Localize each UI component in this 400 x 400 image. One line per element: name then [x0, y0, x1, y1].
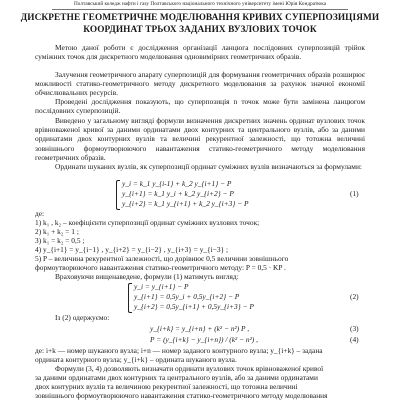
equation-2-line-2: y_{i+1} = 0,5y_i + 0,5y_{i+2} − P — [134, 292, 240, 301]
equation-1-line-2: y_{i+1} = k_1 y_i + k_2 y_{i+2} − P — [122, 189, 234, 198]
equation-3-number: (3) — [350, 324, 359, 333]
paragraph-finding: Проведені дослідження показують, що суперпозиція n точок може бути замінена ланцюгом послідовних суперпозицій. — [35, 97, 365, 116]
equation-1-brace — [116, 180, 120, 210]
equation-2-brace — [128, 283, 132, 313]
title-line-2: КООРДИНАТ ТРЬОХ ЗАДАНИХ ВУЗЛОВИХ ТОЧОК — [83, 25, 317, 36]
list-item-3: 3) k₁ = k₂ = 0,5 ; — [35, 236, 85, 245]
equation-2-line-3: y_{i+2} = 0,5y_{i+1} + 0,5y_{i+3} − P — [134, 302, 254, 311]
equation-4: P = (y_{i+k} − y_{i+n}) / (k² − n²) , — [150, 335, 258, 344]
list-item-1: 1) k₁ , k₂ – коефіцієнти суперпозиції ординат суміжних вузлових точок; — [35, 218, 260, 227]
text-definitions-1: де: i+k — номер шуканого вузла; i+n — номер заданого контурного вузла; y_{i+k} – задана — [35, 346, 323, 355]
paragraph-derivation: Виведено у загальному вигляді формули визначення дискретних значень ординат вузлових точок врівноваженої кривої за даними ординатами двох контурних та центрального вузлів, або за даними ординатами двох контурних вузлів та величині рекурентної залежності, що тотожна величині зовнішнього формоутворюючого навантаження статико-геометричного методу моделювання геометричних образів. — [35, 116, 365, 162]
text-conclusion-3: двох контурних вузлів та величиною рекурентної залежності, що тотожна величині — [35, 382, 298, 391]
text-conclusion-1: Формули (3, 4) дозволяють визначати ординати вузлових точок врівноваженої кривої — [55, 364, 324, 373]
equation-2-line-1: y_i = y_{i+1} − P — [134, 282, 189, 291]
equation-2-number: (2) — [350, 292, 359, 301]
running-header: Полтавський коледж нафти і газу Полтавського національного технічного університету імені Юрія Кондратюка — [73, 1, 327, 7]
where-label: де: — [35, 209, 45, 218]
list-item-4: 4) y_{i+1} = y_{i−1} , y_{i+2} = y_{i−2} , y_{i+3} = y_{i−3} ; — [35, 245, 228, 254]
paper-title — [20, 12, 380, 37]
equation-1-line-3: y_{i+2} = k_1 y_{i+1} + k_2 y_{i+3} − P — [122, 199, 249, 208]
equation-4-number: (4) — [350, 335, 359, 344]
header-rule — [52, 9, 348, 10]
equation-1-number: (1) — [350, 189, 359, 198]
list-item-2: 2) k₁ + k₂ = 1 ; — [35, 227, 79, 236]
text-definitions-2: ордината контурного вузла; y_{i+k} – ордината шуканого вузла. — [35, 355, 237, 364]
text-from-2: Із (2) одержуємо: — [55, 313, 110, 322]
list-item-5b: формоутворюючого навантаження статико-геометричного методу: P = 0,5 · KP . — [35, 263, 286, 272]
title-line-1: ДИСКРЕТНЕ ГЕОМЕТРИЧНЕ МОДЕЛЮВАННЯ КРИВИХ СУПЕРПОЗИЦІЯМИ — [20, 13, 380, 23]
equation-1-line-1: y_i = k_1 y_{i-1} + k_2 y_{i+1} − P — [122, 179, 232, 188]
list-item-5a: 5) P – величина рекурентної залежності, що дорівнює 0,5 величини зовнішнього — [35, 254, 289, 263]
equation-3: y_{i+k} = y_{i+n} + (k² − n²) P , — [150, 324, 250, 333]
paragraph-formulas-intro: Ординати шуканих вузлів, як суперпозиції ординат суміжних вузлів визначаються за формулами: — [55, 162, 362, 171]
text-substitution: Враховуючи вищенаведене, формули (1) матимуть вигляд: — [55, 272, 239, 281]
paragraph-aim: Метою даної роботи є дослідження організації ланцюга послідовних суперпозицій трійок суміжних точок для дискретного моделювання одновимірних геометричних образів. — [35, 43, 365, 62]
text-conclusion-4: зовнішнього формоутворюючого навантаження статико-геометричного методу моделювання — [35, 391, 328, 400]
text-conclusion-2: за даними ординатами двох контурних та центрального вузлів, або за даними ординатами — [35, 373, 318, 382]
paragraph-motivation: Залучення геометричного апарату суперпозицій для формування геометричних образів розширює можливості статико-геометричного методу дискретного моделювання за рахунок значної економії обчислювальних ресурсів. — [35, 70, 365, 98]
